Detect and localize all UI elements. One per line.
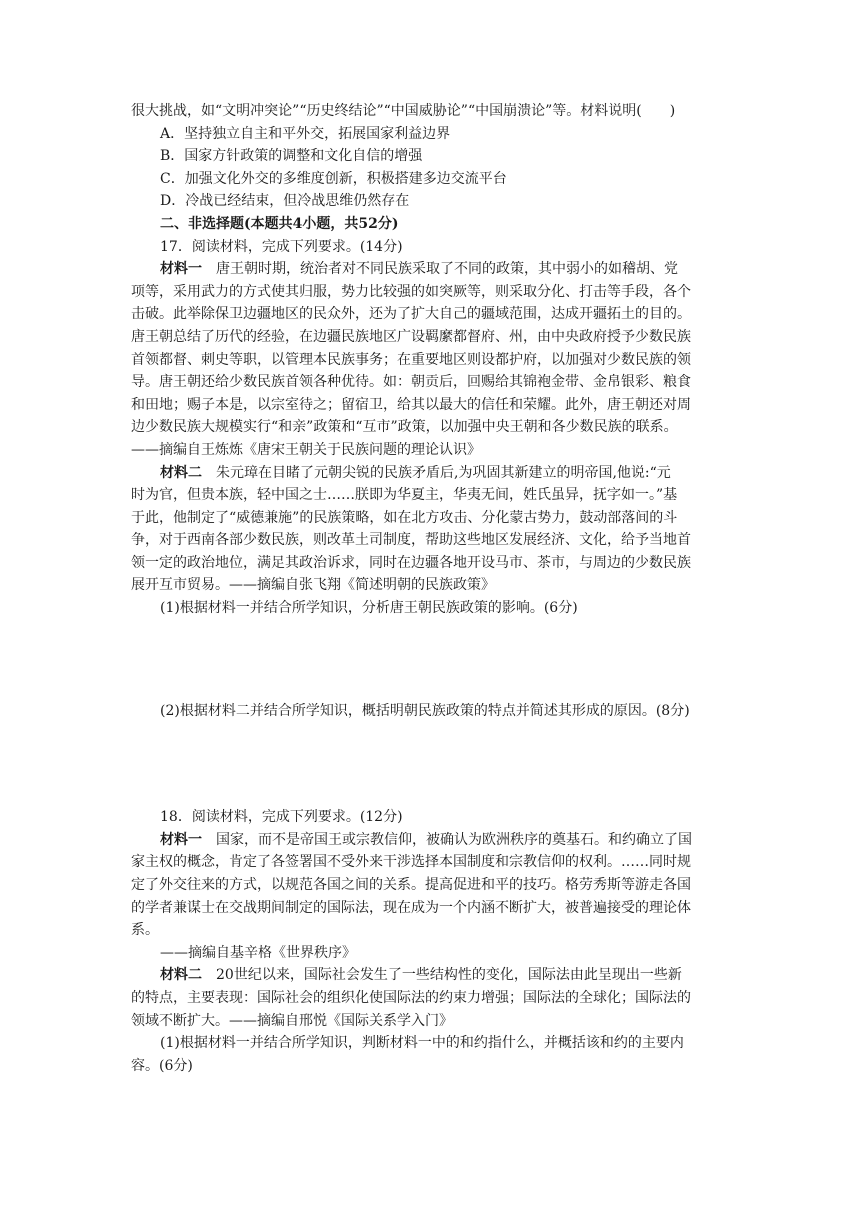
q17-material2-line xyxy=(131,462,731,485)
exam-page xyxy=(131,100,731,1077)
q18-material1-line: 的学者兼谋士在交战期间制定的国际法，现在成为一个内涵不断扩大，被普遍接受的理论体 xyxy=(131,899,691,916)
answer-space xyxy=(131,722,731,806)
q18-heading: 18．阅读材料，完成下列要求。(12分) xyxy=(160,809,403,826)
section-heading: 二、非选择题(本题共4小题，共52分) xyxy=(160,215,399,232)
material-text: 20世纪以来，国际社会发生了一些结构性的变化，国际法由此呈现出一些新 xyxy=(216,967,682,984)
q18-material2-line: 领域不断扩大。——摘编自邢悦《国际关系学入门》 xyxy=(131,1012,453,1029)
q17-material2-line: 时为官，但贵本族，轻中国之士……朕即为华夏主，华夷无间，姓氏虽异，抚字如一。”基 xyxy=(131,487,678,504)
q17-material1-line: 项等，采用武力的方式使其归服，势力比较强的如突厥等，则采取分化、打击等手段，各个 xyxy=(131,283,691,300)
q17-heading: 17．阅读材料，完成下列要求。(14分) xyxy=(160,238,403,255)
q17-material1-line: 边少数民族大规模实行“和亲”政策和“互市”政策，以加强中央王朝和各少数民族的联系。 xyxy=(131,419,678,436)
q17-material2-line: 领一定的政治地位，满足其政治诉求，同时在边疆各地开设马市、茶市，与周边的少数民族 xyxy=(131,554,691,571)
q17-material2-line: 展开互市贸易。——摘编自张飞翔《简述明朝的民族政策》 xyxy=(131,577,495,594)
material-label: 材料一 xyxy=(160,261,202,278)
q17-material2-line: 于此，他制定了“威德兼施”的民族策略，如在北方攻击、分化蒙古势力，鼓动部落间的斗 xyxy=(131,509,678,526)
answer-space xyxy=(131,620,731,700)
q17-material1-line xyxy=(131,258,731,281)
material-text: 唐王朝时期，统治者对不同民族采取了不同的政策，其中弱小的如稽胡、党 xyxy=(216,261,678,278)
q18-material1-line: 定了外交往来的方式，以规范各国之间的关系。提高促进和平的技巧。格劳秀斯等游走各国 xyxy=(131,877,691,894)
q16-option-d: D．冷战已经结束，但冷战思维仍然存在 xyxy=(160,193,410,210)
material-text: 朱元璋在目睹了元朝尖锐的民族矛盾后,为巩固其新建立的明帝国,他说:“元 xyxy=(216,464,671,481)
q18-material1-source: ——摘编自基辛格《世界秩序》 xyxy=(160,944,356,961)
q16-option-b: B．国家方针政策的调整和文化自信的增强 xyxy=(160,148,423,165)
q16-stem-tail: 很大挑战，如“文明冲突论”“历史终结论”“中国威胁论”“中国崩溃论”等。材料说明( ) xyxy=(131,103,676,119)
material-label: 材料二 xyxy=(160,967,202,984)
q18-material1-line xyxy=(131,829,731,852)
q17-material1-line: 唐王朝总结了历代的经验，在边疆民族地区广设羁縻都督府、州，由中央政府授予少数民族 xyxy=(131,328,691,345)
q18-subquestion-1-cont: 容。(6分) xyxy=(131,1057,193,1074)
q17-material1-line: 和田地；赐子本是，以宗室待之；留宿卫，给其以最大的信任和荣耀。此外，唐王朝还对周 xyxy=(131,396,691,413)
q17-material1-source: ——摘编自王炼炼《唐宋王朝关于民族问题的理论认识》 xyxy=(131,441,481,458)
q17-material1-line: 导。唐王朝还给少数民族首领各种优待。如：朝贡后，回赐给其锦袍金带、金帛银彩、粮食 xyxy=(131,374,691,391)
material-label: 材料一 xyxy=(160,831,202,848)
material-label: 材料二 xyxy=(160,464,202,481)
material-text: 国家，而不是帝国王或宗教信仰，被确认为欧洲秩序的奠基石。和约确立了国 xyxy=(216,831,692,848)
q18-material1-line: 系。 xyxy=(131,922,159,939)
q16-option-c: C．加强文化外交的多维度创新，积极搭建多边交流平台 xyxy=(160,170,507,187)
q18-subquestion-1: (1)根据材料一并结合所学知识，判断材料一中的和约指什么，并概括该和约的主要内 xyxy=(160,1035,684,1052)
q17-material2-line: 争，对于西南各部少数民族，则改革土司制度，帮助这些地区发展经济、文化，给予当地首 xyxy=(131,532,691,549)
q18-material2-line xyxy=(131,964,731,987)
q17-subquestion-1: (1)根据材料一并结合所学知识，分析唐王朝民族政策的影响。(6分) xyxy=(160,600,578,617)
q16-option-a: A．坚持独立自主和平外交，拓展国家利益边界 xyxy=(160,125,451,142)
q18-material2-line: 的特点，主要表现：国际社会的组织化使国际法的约束力增强；国际法的全球化；国际法的 xyxy=(131,990,691,1006)
q18-material1-line: 家主权的概念，肯定了各签署国不受外来干涉选择本国制度和宗教信仰的权利。……同时规 xyxy=(131,854,691,871)
q17-subquestion-2: (2)根据材料二并结合所学知识，概括明朝民族政策的特点并简述其形成的原因。(8分) xyxy=(160,702,690,719)
q17-material1-line: 首领都督、刺史等职，以管理本民族事务；在重要地区则设都护府，以加强对少数民族的领 xyxy=(131,351,691,368)
q17-material1-line: 击破。此举除保卫边疆地区的民众外，还为了扩大自己的疆域范围，达成开疆拓土的目的。 xyxy=(131,306,691,323)
